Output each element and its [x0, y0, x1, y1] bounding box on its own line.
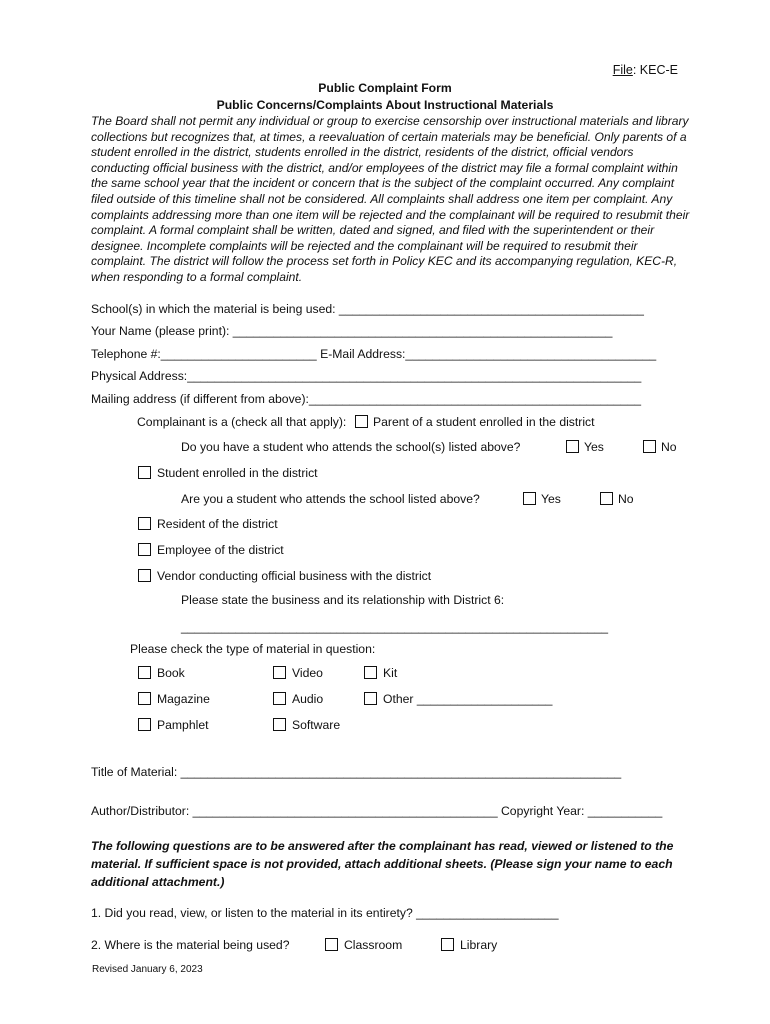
kit-checkbox[interactable] — [364, 666, 377, 679]
complainant-label: Complainant is a (check all that apply): — [137, 415, 347, 429]
author-copyright-field[interactable]: Author/Distributor: _____________________________________________ Copyright Year: ___________ — [91, 804, 663, 818]
vendor-checkbox[interactable] — [138, 569, 151, 582]
physical-address-field[interactable]: Physical Address:___________________________________________________________________ — [91, 369, 642, 383]
parent-no-checkbox[interactable] — [643, 440, 656, 453]
magazine-label: Magazine — [157, 692, 210, 706]
parent-no-label: No — [661, 440, 677, 454]
form-title: Public Complaint Form — [318, 81, 452, 95]
software-checkbox[interactable] — [273, 718, 286, 731]
library-label: Library — [460, 938, 498, 952]
question-2: 2. Where is the material being used? — [91, 938, 290, 952]
audio-label: Audio — [292, 692, 324, 706]
file-label: File — [612, 63, 633, 77]
classroom-checkbox[interactable] — [325, 938, 338, 951]
student-question: Are you a student who attends the school listed above? — [181, 492, 480, 506]
resident-checkbox[interactable] — [138, 517, 151, 530]
form-subtitle: Public Concerns/Complaints About Instructional Materials — [216, 98, 554, 112]
file-code: : KEC-E — [632, 63, 678, 77]
pamphlet-label: Pamphlet — [157, 718, 209, 732]
student-yes-label: Yes — [541, 492, 561, 506]
resident-label: Resident of the district — [157, 517, 278, 531]
other-label[interactable]: Other ____________________ — [383, 692, 553, 706]
kit-label: Kit — [383, 666, 398, 680]
vendor-label: Vendor conducting official business with the district — [157, 569, 432, 583]
employee-checkbox[interactable] — [138, 543, 151, 556]
video-checkbox[interactable] — [273, 666, 286, 679]
parent-question: Do you have a student who attends the school(s) listed above? — [181, 440, 521, 454]
student-checkbox[interactable] — [138, 466, 151, 479]
mailing-address-field[interactable]: Mailing address (if different from above):_________________________________________________ — [91, 392, 642, 406]
parent-label: Parent of a student enrolled in the district — [373, 415, 595, 429]
employee-label: Employee of the district — [157, 543, 284, 557]
student-no-label: No — [618, 492, 634, 506]
software-label: Software — [292, 718, 341, 732]
classroom-label: Classroom — [344, 938, 403, 952]
student-no-checkbox[interactable] — [600, 492, 613, 505]
audio-checkbox[interactable] — [273, 692, 286, 705]
book-label: Book — [157, 666, 185, 680]
revision-footer: Revised January 6, 2023 — [92, 964, 203, 975]
book-checkbox[interactable] — [138, 666, 151, 679]
title-of-material-field[interactable]: Title of Material: _________________________________________________________________ — [91, 765, 622, 779]
parent-yes-checkbox[interactable] — [566, 440, 579, 453]
video-label: Video — [292, 666, 323, 680]
instructions-paragraph: The following questions are to be answered after the complainant has read, viewed or listened to the material. If sufficient space is not provided, attach additional sheets. (Please sign your name to each additional attachment.) — [91, 839, 674, 889]
intro-paragraph: The Board shall not permit any individual or group to exercise censorship over instructional materials and library collections but recognizes that, at times, a reevaluation of certain materials may be beneficial. Only parents of a student enrolled in the district, students enrolled in the district, residents of the district, official vendors conducting official business with the district, and/or employees of the district may file a formal complaint within the same school year that the incident or concern that is the subject of the complaint occurred. Any complaint filed outside of this timeline shall not be considered. All complaints shall address one item per complaint. Any complaints addressing more than one item will be rejected and the complainant will be required to resubmit their complaint. A formal complaint shall be written, dated and signed, and filed with the superintendent or their designee. Incomplete complaints will be rejected and the complainant will be required to resubmit their complaint. The district will follow the process set forth in Policy KEC and its accompanying regulation, KEC-R, when responding to a formal complaint. — [91, 114, 690, 284]
telephone-email-field[interactable]: Telephone #:_______________________ E-Mail Address:_____________________________________ — [91, 347, 657, 361]
library-checkbox[interactable] — [441, 938, 454, 951]
magazine-checkbox[interactable] — [138, 692, 151, 705]
schools-field[interactable]: School(s) in which the material is being used: _____________________________________________ — [91, 302, 644, 316]
vendor-answer-line[interactable]: _______________________________________________________________ — [181, 620, 609, 634]
name-field[interactable]: Your Name (please print): ________________________________________________________ — [91, 324, 613, 338]
vendor-question: Please state the business and its relationship with District 6: — [181, 593, 505, 607]
student-yes-checkbox[interactable] — [523, 492, 536, 505]
other-checkbox[interactable] — [364, 692, 377, 705]
file-reference — [613, 63, 678, 77]
parent-checkbox[interactable] — [355, 415, 368, 428]
material-type-label: Please check the type of material in question: — [130, 642, 376, 656]
parent-yes-label: Yes — [584, 440, 604, 454]
pamphlet-checkbox[interactable] — [138, 718, 151, 731]
student-label: Student enrolled in the district — [157, 466, 318, 480]
question-1[interactable]: 1. Did you read, view, or listen to the material in its entirety? _____________________ — [91, 906, 559, 920]
